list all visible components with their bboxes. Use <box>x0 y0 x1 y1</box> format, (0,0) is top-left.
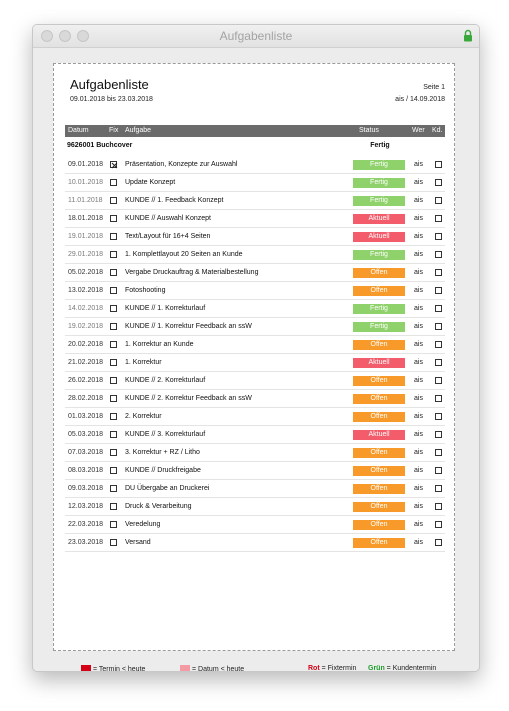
row-assignee: ais <box>414 377 423 384</box>
fix-checkbox[interactable] <box>110 377 117 384</box>
row-task: KUNDE // 1. Korrekturlauf <box>125 305 206 312</box>
page-title: Aufgabenliste <box>70 77 149 92</box>
status-badge: Offen <box>353 268 405 278</box>
fix-checkbox[interactable] <box>110 179 117 186</box>
fix-checkbox[interactable] <box>110 395 117 402</box>
row-date: 29.01.2018 <box>68 251 104 258</box>
row-date: 18.01.2018 <box>68 215 104 222</box>
project-group-name: 9626001 Buchcover <box>67 142 133 149</box>
kd-checkbox[interactable] <box>435 539 442 546</box>
fix-checkbox[interactable] <box>110 251 117 258</box>
table-row[interactable] <box>65 444 445 462</box>
row-assignee: ais <box>414 215 423 222</box>
row-assignee: ais <box>414 323 423 330</box>
legend-datum-text: = Datum < heute <box>192 666 245 672</box>
status-badge: Offen <box>353 502 405 512</box>
header-aufgabe: Aufgabe <box>125 127 152 134</box>
row-assignee: ais <box>414 431 423 438</box>
status-badge: Aktuell <box>353 358 405 368</box>
print-page <box>53 63 455 672</box>
kd-checkbox[interactable] <box>435 377 442 384</box>
status-badge: Fertig <box>353 250 405 260</box>
row-date: 19.01.2018 <box>68 233 104 240</box>
status-badge: Offen <box>353 538 405 548</box>
row-task: Fotoshooting <box>125 287 166 294</box>
status-badge: Offen <box>353 484 405 494</box>
row-date: 26.02.2018 <box>68 377 104 384</box>
kd-checkbox[interactable] <box>435 449 442 456</box>
legend-gruen-word: Grün <box>368 665 385 672</box>
status-badge: Offen <box>353 520 405 530</box>
table-row[interactable] <box>65 210 445 228</box>
fix-checkbox[interactable] <box>110 413 117 420</box>
header-fix: Fix <box>109 127 119 134</box>
status-badge: Offen <box>353 448 405 458</box>
legend-swatch-datum <box>180 665 190 672</box>
row-task: KUNDE // 1. Korrektur Feedback an ssW <box>125 323 252 330</box>
kd-checkbox[interactable] <box>435 287 442 294</box>
legend-termin-text: = Termin < heute <box>93 666 146 672</box>
row-task: 1. Komplettlayout 20 Seiten an Kunde <box>125 251 243 258</box>
fix-checkbox[interactable] <box>110 485 117 492</box>
row-assignee: ais <box>414 413 423 420</box>
table-row[interactable] <box>65 390 445 408</box>
fix-checkbox[interactable] <box>110 233 117 240</box>
row-date: 07.03.2018 <box>68 449 104 456</box>
fix-checkbox[interactable] <box>110 323 117 330</box>
fix-checkbox[interactable] <box>110 305 117 312</box>
status-badge: Fertig <box>353 178 405 188</box>
table-row[interactable] <box>65 426 445 444</box>
table-row[interactable] <box>65 228 445 246</box>
row-task: 1. Korrektur an Kunde <box>125 341 194 348</box>
table-row[interactable] <box>65 372 445 390</box>
legend-swatch-termin <box>81 665 91 672</box>
row-date: 05.03.2018 <box>68 431 104 438</box>
row-task: KUNDE // 2. Korrekturlauf <box>125 377 206 384</box>
kd-checkbox[interactable] <box>435 179 442 186</box>
header-kd: Kd. <box>432 127 443 134</box>
table-row[interactable] <box>65 156 445 174</box>
row-date: 05.02.2018 <box>68 269 104 276</box>
kd-checkbox[interactable] <box>435 251 442 258</box>
row-assignee: ais <box>414 161 423 168</box>
row-assignee: ais <box>414 197 423 204</box>
row-task: KUNDE // Auswahl Konzept <box>125 215 211 222</box>
status-badge: Offen <box>353 412 405 422</box>
row-task: Update Konzept <box>125 179 176 186</box>
fix-checkbox[interactable] <box>110 503 117 510</box>
kd-checkbox[interactable] <box>435 215 442 222</box>
kd-checkbox[interactable] <box>435 359 442 366</box>
fix-checkbox[interactable] <box>110 287 117 294</box>
row-date: 20.02.2018 <box>68 341 104 348</box>
row-assignee: ais <box>414 539 423 546</box>
fix-checkbox[interactable] <box>110 521 117 528</box>
date-range: 09.01.2018 bis 23.03.2018 <box>70 96 153 103</box>
legend-rot-word: Rot <box>308 665 320 672</box>
table-row[interactable] <box>65 174 445 192</box>
row-task: 3. Korrektur + RZ / Litho <box>125 449 200 456</box>
row-date: 21.02.2018 <box>68 359 104 366</box>
header-wer: Wer <box>412 127 425 134</box>
legend-gruen-text: = Kundentermin <box>384 665 437 672</box>
table-row[interactable] <box>65 192 445 210</box>
kd-checkbox[interactable] <box>435 521 442 528</box>
fix-checkbox[interactable] <box>110 539 117 546</box>
row-date: 19.02.2018 <box>68 323 104 330</box>
row-assignee: ais <box>414 179 423 186</box>
status-badge: Fertig <box>353 322 405 332</box>
fix-checkbox[interactable] <box>110 341 117 348</box>
row-assignee: ais <box>414 359 423 366</box>
kd-checkbox[interactable] <box>435 431 442 438</box>
kd-checkbox[interactable] <box>435 341 442 348</box>
task-rows <box>65 156 445 552</box>
legend-datum <box>180 665 244 672</box>
row-date: 13.02.2018 <box>68 287 104 294</box>
page-number: Seite 1 <box>423 84 445 91</box>
row-date: 28.02.2018 <box>68 395 104 402</box>
row-date: 11.01.2018 <box>68 197 103 204</box>
kd-checkbox[interactable] <box>435 485 442 492</box>
fix-checkbox[interactable] <box>110 215 117 222</box>
row-assignee: ais <box>414 269 423 276</box>
header-datum: Datum <box>68 127 89 134</box>
table-row[interactable] <box>65 408 445 426</box>
row-date: 01.03.2018 <box>68 413 104 420</box>
status-badge: Fertig <box>353 160 405 170</box>
kd-checkbox[interactable] <box>435 305 442 312</box>
table-row[interactable] <box>65 300 445 318</box>
table-row[interactable] <box>65 534 445 552</box>
kd-checkbox[interactable] <box>435 269 442 276</box>
row-task: KUNDE // 2. Korrektur Feedback an ssW <box>125 395 252 402</box>
kd-checkbox[interactable] <box>435 161 442 168</box>
row-assignee: ais <box>414 467 423 474</box>
row-task: DU Übergabe an Druckerei <box>125 485 210 492</box>
table-row[interactable] <box>65 498 445 516</box>
fix-checkbox[interactable] <box>110 359 117 366</box>
fix-checkbox[interactable] <box>110 467 117 474</box>
row-date: 08.03.2018 <box>68 467 104 474</box>
row-date: 14.02.2018 <box>68 305 104 312</box>
row-task: Versand <box>125 539 151 546</box>
fix-checkbox[interactable] <box>110 269 117 276</box>
row-assignee: ais <box>414 521 423 528</box>
project-group-status: Fertig <box>370 142 390 149</box>
app-window <box>32 24 480 672</box>
window-title: Aufgabenliste <box>219 29 293 43</box>
fix-checkbox[interactable] <box>110 449 117 456</box>
row-task: Präsentation, Konzepte zur Auswahl <box>125 161 238 168</box>
table-row[interactable] <box>65 336 445 354</box>
table-row[interactable] <box>65 318 445 336</box>
status-badge: Offen <box>353 376 405 386</box>
checkmark-x-icon <box>111 162 118 169</box>
header-status: Status <box>359 127 379 134</box>
row-task: Veredelung <box>125 521 161 528</box>
table-row[interactable] <box>65 480 445 498</box>
row-date: 23.03.2018 <box>68 539 104 546</box>
status-badge: Aktuell <box>353 232 405 242</box>
status-badge: Offen <box>353 340 405 350</box>
row-assignee: ais <box>414 395 423 402</box>
lock-icon <box>463 29 473 42</box>
kd-checkbox[interactable] <box>435 503 442 510</box>
row-assignee: ais <box>414 341 423 348</box>
row-assignee: ais <box>414 233 423 240</box>
table-row[interactable] <box>65 246 445 264</box>
legend-rot-text: = Fixtermin <box>319 665 357 672</box>
kd-checkbox[interactable] <box>435 323 442 330</box>
row-assignee: ais <box>414 287 423 294</box>
row-assignee: ais <box>414 251 423 258</box>
fix-checkbox[interactable] <box>110 161 117 168</box>
row-date: 22.03.2018 <box>68 521 104 528</box>
row-task: 1. Korrektur <box>125 359 162 366</box>
row-date: 12.03.2018 <box>68 503 104 510</box>
status-badge: Fertig <box>353 304 405 314</box>
row-assignee: ais <box>414 485 423 492</box>
row-task: KUNDE // Druckfreigabe <box>125 467 201 474</box>
legend-gruen <box>368 665 436 672</box>
row-date: 09.01.2018 <box>68 161 104 168</box>
fix-checkbox[interactable] <box>110 431 117 438</box>
kd-checkbox[interactable] <box>435 413 442 420</box>
row-date: 09.03.2018 <box>68 485 104 492</box>
status-badge: Offen <box>353 394 405 404</box>
row-task: Vergabe Druckauftrag & Materialbestellung <box>125 269 259 276</box>
author-print-date: ais / 14.09.2018 <box>395 96 445 103</box>
kd-checkbox[interactable] <box>435 467 442 474</box>
kd-checkbox[interactable] <box>435 233 442 240</box>
row-task: Text/Layout für 16+4 Seiten <box>125 233 211 240</box>
table-row[interactable] <box>65 354 445 372</box>
table-row[interactable] <box>65 516 445 534</box>
status-badge: Aktuell <box>353 430 405 440</box>
status-badge: Fertig <box>353 196 405 206</box>
row-assignee: ais <box>414 449 423 456</box>
row-task: Druck & Verarbeitung <box>125 503 192 510</box>
status-badge: Aktuell <box>353 214 405 224</box>
kd-checkbox[interactable] <box>435 197 442 204</box>
row-task: 2. Korrektur <box>125 413 162 420</box>
row-assignee: ais <box>414 305 423 312</box>
legend-rot <box>308 665 356 672</box>
table-row[interactable] <box>65 264 445 282</box>
status-badge: Offen <box>353 466 405 476</box>
title-bar <box>33 25 479 48</box>
legend-termin <box>81 665 145 672</box>
table-row[interactable] <box>65 462 445 480</box>
table-row[interactable] <box>65 282 445 300</box>
row-date: 10.01.2018 <box>68 179 104 186</box>
row-assignee: ais <box>414 503 423 510</box>
fix-checkbox[interactable] <box>110 197 117 204</box>
row-task: KUNDE // 1. Feedback Konzept <box>125 197 224 204</box>
kd-checkbox[interactable] <box>435 395 442 402</box>
status-badge: Offen <box>353 286 405 296</box>
table-header <box>65 125 445 137</box>
row-task: KUNDE // 3. Korrekturlauf <box>125 431 206 438</box>
